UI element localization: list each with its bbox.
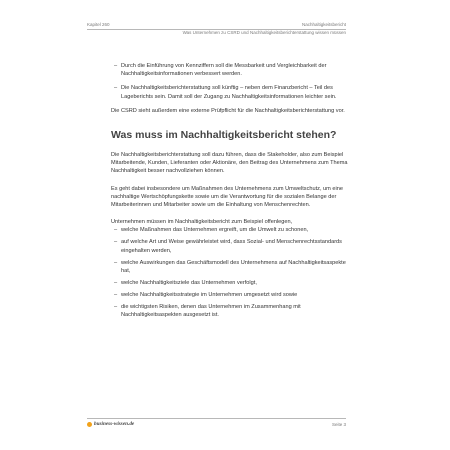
bullet-dash: – — [114, 85, 118, 92]
list-item — [111, 279, 356, 287]
header-title: Nachhaltigkeitsbericht — [301, 22, 346, 27]
list-intro: Unternehmen müssen im Nachhaltigkeitsbericht zum Beispiel offenlegen, — [111, 219, 293, 226]
list-item-text: welche Nachhaltigkeitsstrategie im Unternehmen umgesetzt wird sowie — [121, 291, 298, 298]
section-heading: Was muss im Nachhaltigkeitsbericht stehen? — [111, 129, 337, 142]
footer-logo — [87, 421, 134, 427]
list-item-text: Die Nachhaltigkeitsberichterstattung soll künftig – neben dem Finanzbericht – Teil des Lageberichts sein. Damit soll der Zugang zu Nachhaltigkeitsinformationen leichter sein. — [121, 85, 337, 100]
paragraph-purpose: Die Nachhaltigkeitsberichterstattung soll dazu führen, dass die Stakeholder, also zum Beispiel Mitarbeitende, Kunden, Lieferanten oder Aktionäre, den Beitrag des Unternehmens zum Thema Nachhaltigkeit besser nachvollziehen können. — [111, 152, 348, 175]
bullet-dash: – — [114, 279, 118, 286]
list-item — [111, 62, 356, 78]
list-item-text: welche Nachhaltigkeitsziele das Unternehmen verfolgt, — [121, 279, 257, 286]
bullet-dash: – — [114, 239, 118, 246]
footer-divider — [87, 418, 346, 419]
page-content — [111, 62, 356, 323]
page-number: Seite 3 — [331, 422, 346, 427]
header-chapter: Kapitel 260 — [87, 22, 110, 27]
list-item-text: Durch die Einführung von Kennziffern soll die Messbarkeit und Vergleichbarkeit der Nachhaltigkeitsinformationen verbessert werden. — [121, 63, 327, 78]
bullet-dash: – — [114, 227, 118, 234]
list-item — [111, 303, 356, 319]
list-item — [111, 291, 356, 299]
logo-text: business-wissen.de — [94, 421, 135, 427]
list-item — [111, 259, 356, 275]
list-item-text: welche Auswirkungen das Geschäftsmodell des Unternehmens auf Nachhaltigkeitsaspekte hat, — [121, 259, 346, 274]
bullet-dash: – — [114, 303, 118, 310]
list-item — [111, 238, 356, 254]
paragraph-audit: Die CSRD sieht außerdem eine externe Prüfpflicht für die Nachhaltigkeitsberichterstattung vor. — [111, 107, 345, 114]
logo-dot-icon — [87, 422, 92, 427]
intro-bullet-list — [111, 62, 356, 101]
disclosure-list — [111, 226, 356, 319]
list-item — [111, 84, 356, 100]
list-item-text: die wichtigsten Risiken, denen das Unternehmen im Zusammenhang mit Nachhaltigkeitsaspekten ausgesetzt ist. — [121, 303, 301, 319]
bullet-dash: – — [114, 63, 118, 69]
bullet-dash: – — [114, 291, 118, 298]
bullet-dash: – — [114, 259, 118, 266]
list-item-text: welche Maßnahmen das Unternehmen ergreift, um die Umwelt zu schonen, — [121, 227, 309, 234]
list-item — [111, 226, 356, 234]
list-item-text: auf welche Art und Weise gewährleistet wird, dass Sozial- und Menschenrechtsstandards eingehalten werden, — [121, 239, 342, 254]
header-subtitle: Was Unternehmen zu CSRD und Nachhaltigkeitsberichterstattung wissen müssen — [182, 30, 346, 35]
paragraph-measures: Es geht dabei insbesondere um Maßnahmen des Unternehmens zum Umweltschutz, um eine nachhaltige Wertschöpfungskette sowie um die Verantwortung für die sozialen Belange der Mitarbeiterinnen und Mitarbeiter sowie um die Einhaltung von Menschenrechten. — [111, 185, 343, 209]
